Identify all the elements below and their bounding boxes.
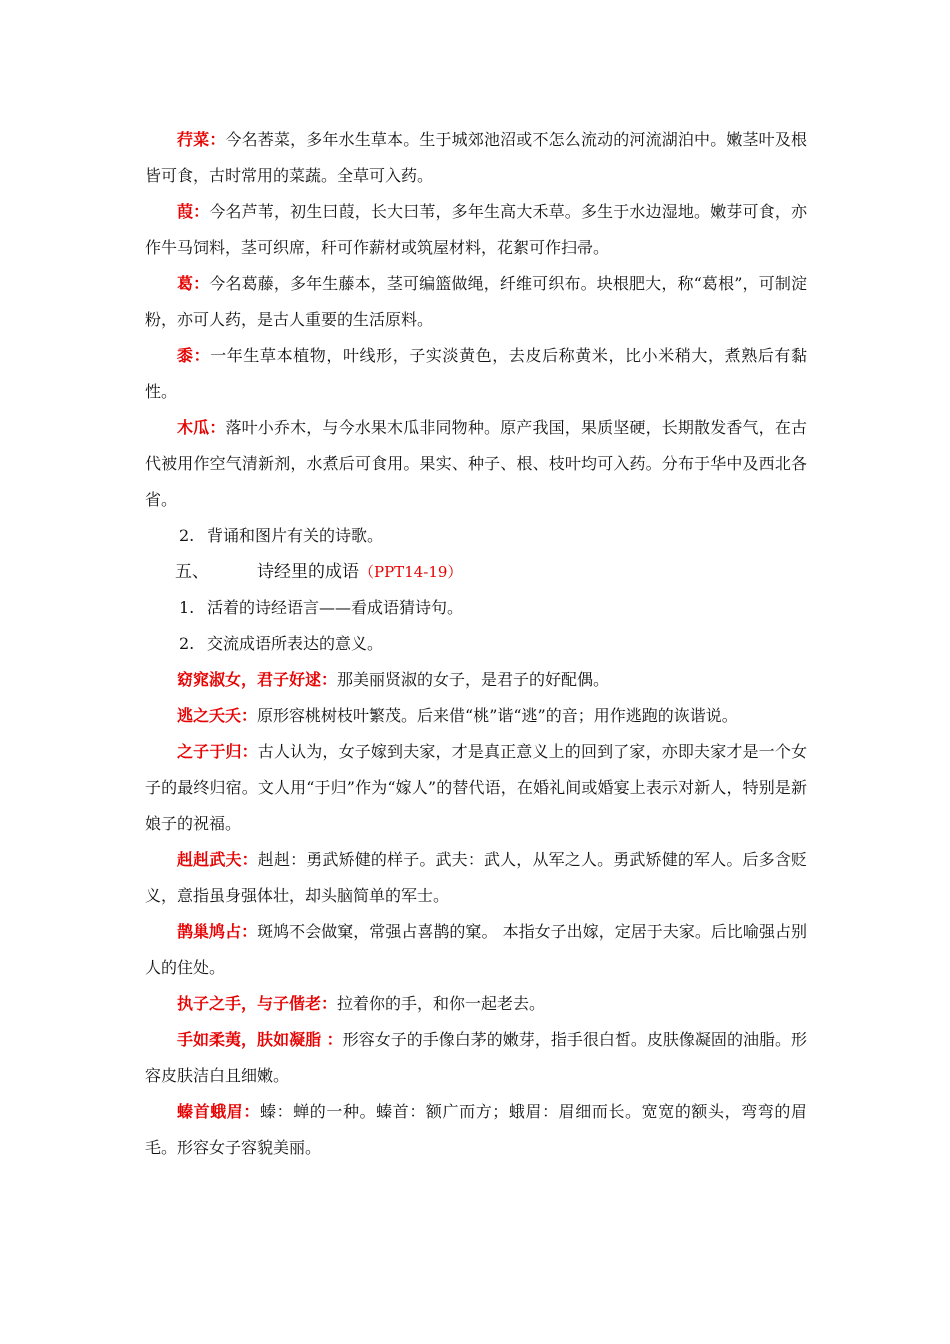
idiom-entry xyxy=(145,986,807,1022)
plant-entry-shu xyxy=(145,338,807,410)
list-text: 交流成语所表达的意义。 xyxy=(207,634,384,653)
document-page xyxy=(145,122,807,1166)
idiom-term: 窈窕淑女，君子好逑： xyxy=(177,670,338,689)
idiom-meaning: 形容女子的手像白茅的嫩芽，指手很白皙。皮肤像凝固的油脂。形容皮肤洁白且细嫩。 xyxy=(145,1030,807,1085)
idiom-entry xyxy=(145,734,807,842)
idiom-term: 逃之夭夭： xyxy=(177,706,258,725)
idiom-meaning: 那美丽贤淑的女子，是君子的好配偶。 xyxy=(337,670,610,689)
idiom-term: 鹊巢鸠占： xyxy=(177,922,258,941)
plant-description: 今名芦苇，初生曰葭，长大曰苇，多年生高大禾草。多生于水边湿地。嫩芽可食，亦作牛马饲料，茎可织席，秆可作薪材或筑屋材料，花絮可作扫帚。 xyxy=(145,202,807,257)
plant-description: 一年生草本植物，叶线形，子实淡黄色，去皮后称黄米，比小米稍大，煮熟后有黏性。 xyxy=(145,346,807,401)
section-heading-five xyxy=(145,554,807,590)
section-title: 诗经里的成语 xyxy=(257,562,359,582)
plant-description: 今名葛藤，多年生藤本，茎可编篮做绳，纤维可织布。块根肥大，称“葛根”，可制淀粉，亦可人药，是古人重要的生活原料。 xyxy=(145,274,807,329)
list-item-recite xyxy=(145,518,807,554)
idiom-entry xyxy=(145,842,807,914)
idiom-term: 螓首蛾眉： xyxy=(177,1102,260,1121)
idiom-term: 之子于归： xyxy=(177,742,258,761)
plant-description: 今名莕菜，多年水生草本。生于城郊池沼或不怎么流动的河流湖泊中。嫩茎叶及根皆可食，古时常用的菜蔬。全草可入药。 xyxy=(145,130,807,185)
idiom-entry xyxy=(145,1022,807,1094)
idiom-meaning: 斑鸠不会做窠，常强占喜鹊的窠。 本指女子出嫁，定居于夫家。后比喻强占别人的住处。 xyxy=(145,922,807,977)
list-item xyxy=(145,626,807,662)
list-text: 活着的诗经语言——看成语猜诗句。 xyxy=(207,598,464,617)
plant-entry-ge xyxy=(145,266,807,338)
list-number: 2. xyxy=(179,526,195,545)
idiom-meaning: 古人认为，女子嫁到夫家，才是真正意义上的回到了家，亦即夫家才是一个女子的最终归宿。文人用“于归”作为“嫁人”的替代语，在婚礼间或婚宴上表示对新人，特别是新娘子的祝福。 xyxy=(145,742,807,833)
section-number: 五、 xyxy=(175,562,209,582)
idiom-term: 赳赳武夫： xyxy=(177,850,258,869)
idiom-entry xyxy=(145,1094,807,1166)
idiom-meaning: 赳赳：勇武矫健的样子。武夫：武人，从军之人。勇武矫健的军人。后多含贬义，意指虽身强体壮，却头脑简单的军士。 xyxy=(145,850,807,905)
plant-term: 黍： xyxy=(177,346,211,365)
plant-entry-jia xyxy=(145,194,807,266)
idiom-entry xyxy=(145,662,807,698)
idiom-term: 执子之手，与子偕老： xyxy=(177,994,338,1013)
idiom-meaning: 原形容桃树枝叶繁茂。后来借“桃”谐“逃”的音；用作逃跑的诙谐说。 xyxy=(257,706,738,725)
list-number: 1. xyxy=(179,598,195,617)
list-item xyxy=(145,590,807,626)
plant-entry-xingcai xyxy=(145,122,807,194)
plant-entry-mugua xyxy=(145,410,807,518)
idiom-entry xyxy=(145,914,807,986)
list-text: 背诵和图片有关的诗歌。 xyxy=(207,526,384,545)
plant-term: 葭： xyxy=(177,202,210,221)
plant-term: 葛： xyxy=(177,274,210,293)
plant-description: 落叶小乔木，与今水果木瓜非同物种。原产我国，果质坚硬，长期散发香气，在古代被用作空气清新剂，水煮后可食用。果实、种子、根、枝叶均可入药。分布于华中及西北各省。 xyxy=(145,418,807,509)
idiom-term: 手如柔荑，肤如凝脂 ： xyxy=(177,1030,343,1049)
plant-term: 木瓜： xyxy=(177,418,226,437)
section-ppt-reference: （PPT14-19） xyxy=(359,563,463,581)
idiom-entry xyxy=(145,698,807,734)
plant-term: 荇菜： xyxy=(177,130,226,149)
list-number: 2. xyxy=(179,634,195,653)
idiom-meaning: 拉着你的手，和你一起老去。 xyxy=(337,994,546,1013)
idiom-meaning: 螓：蝉的一种。螓首：额广而方；蛾眉：眉细而长。宽宽的额头，弯弯的眉毛。形容女子容貌美丽。 xyxy=(145,1102,807,1157)
